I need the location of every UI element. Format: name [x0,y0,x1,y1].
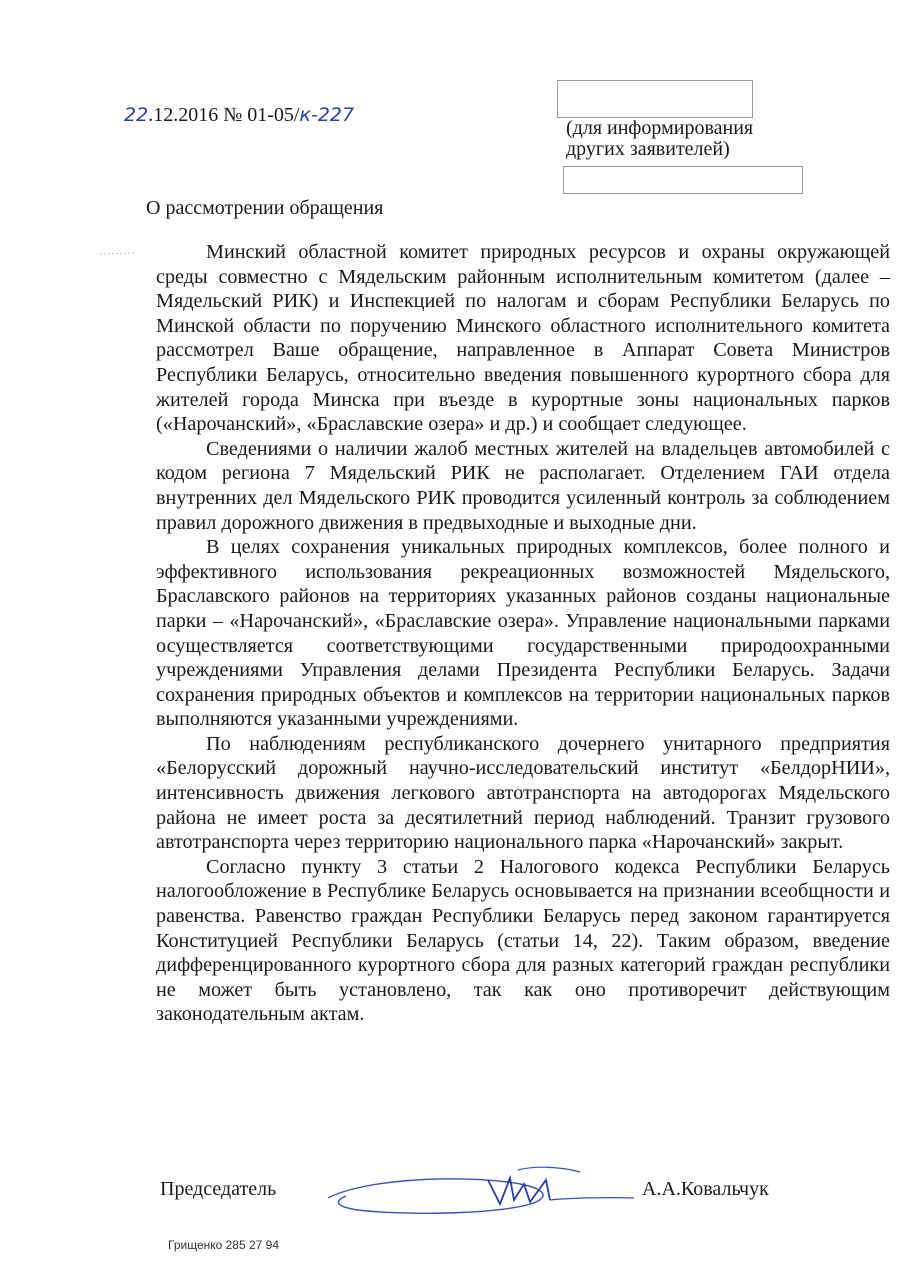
body-paragraph: Сведениями о наличии жалоб местных жителей на владельцев автомобилей с кодом региона 7 Мядельский РИК не располагает. Отделением ГАИ отдела внутренних дел Мядельского РИК проводится усиленный контроль за соблюдением правил дорожного движения в предвыходные и выходные дни. [156,437,890,534]
executor-contact: Грищенко 285 27 94 [168,1238,280,1252]
body-paragraph: По наблюдениям республиканского дочернего унитарного предприятия «Белорусский дорожный научно-исследовательский институт «БелдорНИИ», интенсивность движения легкового автотранспорта на автодорогах Мядельского района не имеет роста за десятилетний период наблюдений. Транзит грузового автотранспорта через территорию национального парка «Нарочанский» закрыт. [156,732,890,854]
signature-block [160,1178,800,1208]
letter-body [156,240,890,1027]
handwritten-registration-number: к-227 [299,104,355,126]
outgoing-reference [124,104,354,127]
letter-subject: О рассмотрении обращения [146,197,384,219]
signatory-title: Председатель [160,1178,277,1200]
signatory-name: А.А.Ковальчук [642,1178,769,1200]
addressee-note-line-1: (для информирования [566,117,754,139]
body-paragraph: В целях сохранения уникальных природных комплексов, более полного и эффективного использования рекреационных возможностей Мядельского, Браславского районов на территориях указанных районов созданы национальные парки – «Нарочанский», «Браславские озера». Управление национальными парками осуществляется соответствующими государственными природоохранными учреждениями Управления делами Президента Республики Беларусь. Задачи сохранения природных объектов и комплексов на территории национальных парков выполняются указанными учреждениями. [156,536,890,731]
redacted-address-box [563,166,803,194]
body-paragraph: Согласно пункту 3 статьи 2 Налогового кодекса Республики Беларусь налогообложение в Республике Беларусь основывается на признании всеобщности и равенства. Равенство граждан Республики Беларусь перед законом гарантируется Конституцией Республики Беларусь (статьи 14, 22). Таким образом, введение дифференцированного курортного сбора для разных категорий граждан республики не может быть установлено, так как оно противоречит действующим законодательным актам. [156,855,890,1026]
redacted-addressee-box [557,80,753,118]
body-paragraph: Минский областной комитет природных ресурсов и охраны окружающей среды совместно с Мядельским районным исполнительным комитетом (далее – Мядельский РИК) и Инспекцией по налогам и сборам Республики Беларусь по Минской области по поручению Минского областного исполнительного комитета рассмотрел Ваше обращение, направленное в Аппарат Совета Министров Республики Беларусь, относительно введения повышенного курортного сбора для жителей города Минска при въезде в курортные зоны национальных парков («Нарочанский», «Браславские озера» и др.) и сообщает следующее. [156,241,890,436]
addressee-note [566,118,753,160]
scan-smudge-mark [98,250,138,258]
handwritten-date-day: 22 [124,104,149,126]
addressee-note-line-2: других заявителей) [566,138,730,160]
reference-date-number: .12.2016 № 01-05/ [148,104,300,126]
